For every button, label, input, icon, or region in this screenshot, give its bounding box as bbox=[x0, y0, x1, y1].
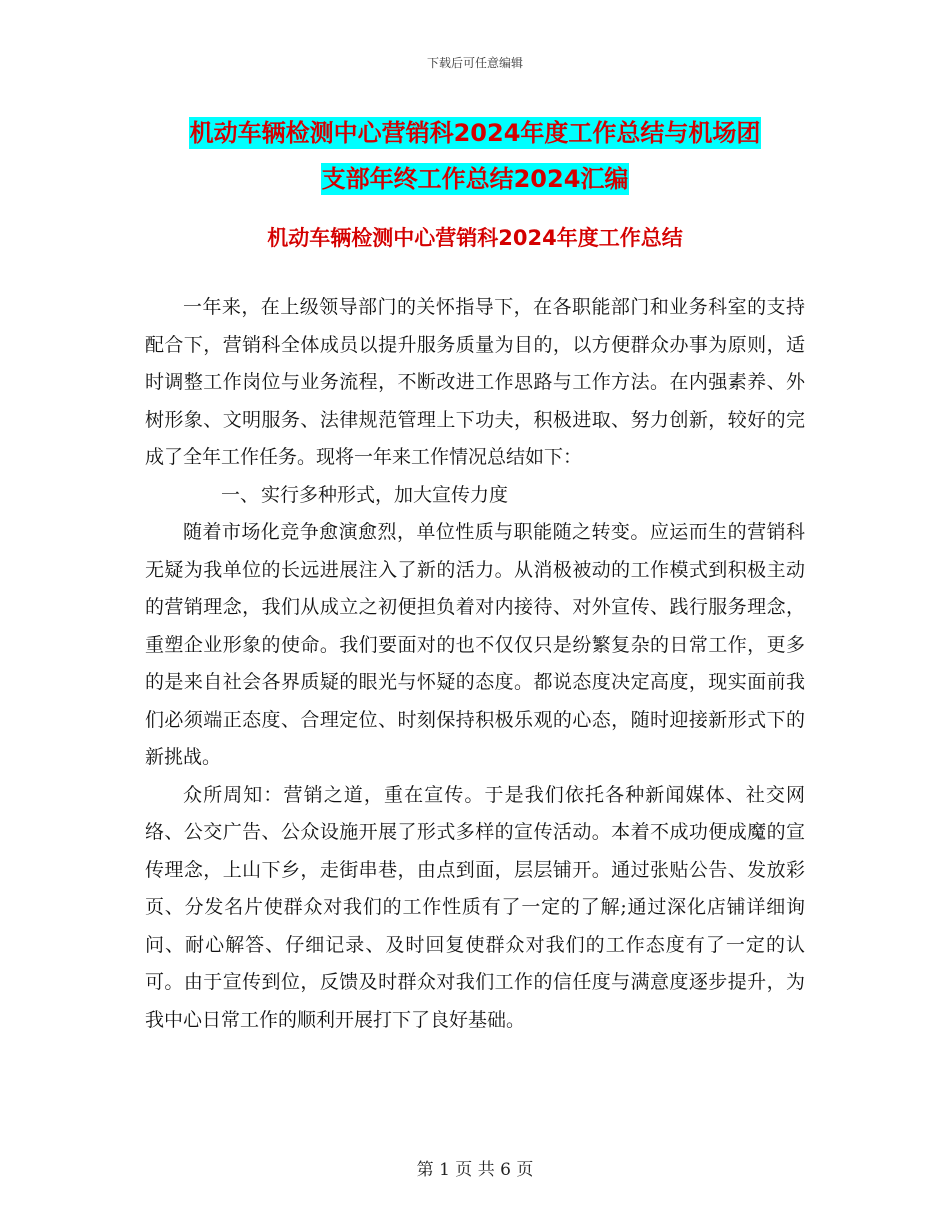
paragraph-3: 众所周知：营销之道，重在宣传。于是我们依托各种新闻媒体、社交网络、公交广告、公众设施开展了形式多样的宣传活动。本着不成功便成魔的宣传理念，上山下乡，走街串巷，由点到面，层层铺开。通过张贴公告、发放彩页、分发名片使群众对我们的工作性质有了一定的了解;通过深化店铺详细询问、耐心解答、仔细记录、及时回复使群众对我们的工作态度有了一定的认可。由于宣传到位，反馈及时群众对我们工作的信任度与满意度逐步提升，为我中心日常工作的顺利开展打下了良好基础。 bbox=[145, 783, 805, 1031]
paragraph-intro: 一年来，在上级领导部门的关怀指导下，在各职能部门和业务科室的支持配合下，营销科全体成员以提升服务质量为目的，以方便群众办事为原则，适时调整工作岗位与业务流程，不断改进工作思路与工作方法。在内强素养、外树形象、文明服务、法律规范管理上下功夫，积极进取、努力创新，较好的完成了全年工作任务。现将一年来工作情况总结如下： bbox=[145, 296, 805, 468]
title-line-1: 机动车辆检测中心营销科2024年度工作总结与机场团 bbox=[189, 119, 761, 147]
section-title: 机动车辆检测中心营销科2024年度工作总结 bbox=[267, 226, 683, 250]
page-footer: 第 1 页 共 6 页 bbox=[416, 1160, 534, 1180]
title-line-2: 支部年终工作总结2024汇编 bbox=[321, 165, 629, 193]
heading-number: 一、 bbox=[221, 483, 260, 506]
header-note: 下载后可任意编辑 bbox=[426, 56, 523, 70]
heading-text: 实行多种形式，加大宣传力度 bbox=[261, 483, 509, 506]
body-text bbox=[145, 289, 805, 1039]
section-heading-1 bbox=[145, 477, 805, 515]
document-title bbox=[120, 110, 830, 202]
paragraph-2: 随着市场化竞争愈演愈烈，单位性质与职能随之转变。应运而生的营销科无疑为我单位的长远进展注入了新的活力。从消极被动的工作模式到积极主动的营销理念，我们从成立之初便担负着对内接待、对外宣传、践行服务理念，重塑企业形象的使命。我们要面对的也不仅仅只是纷繁复杂的日常工作，更多的是来自社会各界质疑的眼光与怀疑的态度。都说态度决定高度，现实面前我们必须端正态度、合理定位、时刻保持积极乐观的心态，随时迎接新形式下的新挑战。 bbox=[145, 521, 805, 768]
